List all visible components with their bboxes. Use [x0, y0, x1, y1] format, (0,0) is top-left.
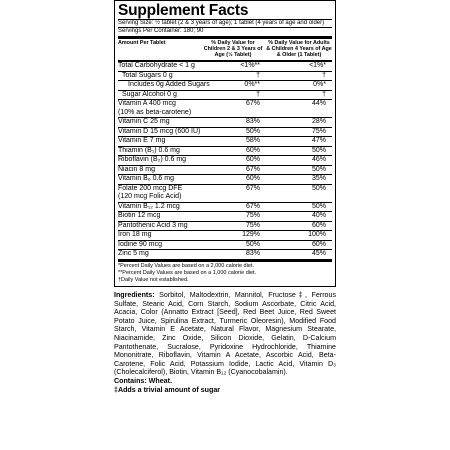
dv-children-value: † [256, 90, 260, 98]
nutrient-row [118, 230, 332, 240]
nutrient-label: Includes 0g Added Sugars [128, 81, 210, 88]
dv-adults-value: 50% [311, 165, 326, 173]
dv-adults-value: 45% [311, 250, 326, 257]
amount-header: Amount Per Tablet [118, 40, 166, 46]
nutrient-row [118, 90, 332, 100]
nutrient-row [118, 80, 332, 90]
nutrient-name [118, 72, 232, 81]
serving-size: Serving Size: ½ tablet (2 & 3 years of age); 1 tablet (4 years of age and older) [118, 19, 332, 27]
nutrient-label: Folate 200 mcg DFE [118, 184, 183, 192]
nutrient-row [118, 221, 332, 231]
dv-children-value: 129% [242, 231, 260, 238]
nutrient-sublabel: (10% as beta-carotene) [118, 108, 192, 116]
nutrient-row [118, 211, 332, 221]
dv-adults-value: † [322, 90, 326, 98]
nutrient-row [118, 146, 332, 156]
dv-children-value: 67% [245, 184, 260, 192]
panel-title: Supplement Facts [118, 2, 249, 19]
footnote: †Daily Value not established. [118, 276, 189, 283]
dv-children-value: 50% [245, 240, 260, 248]
dv-adults-value: 75% [311, 127, 326, 135]
nutrient-label: Total Carbohydrate < 1 g [118, 62, 195, 69]
dv-adults-value: 46% [311, 156, 326, 163]
dv-adults-value: 0%* [313, 81, 326, 88]
nutrient-label: Vitamin D 15 mcg (600 IU) [118, 127, 201, 135]
nutrient-name [118, 222, 232, 231]
sugar-note: ‡Adds a trivial amount of sugar [114, 385, 221, 394]
nutrient-name [118, 212, 232, 221]
servings-per-container: Servings Per Container: 180; 90 [118, 27, 332, 35]
nutrient-row [118, 240, 332, 250]
nutrient-name [118, 250, 232, 259]
nutrient-name [118, 166, 232, 175]
nutrient-label: Thiamin (B₁) 0.6 mg [118, 146, 180, 154]
dv-adults-value: 28% [311, 118, 326, 125]
dv-children-value: 58% [245, 137, 260, 144]
footnotes [118, 259, 332, 287]
nutrient-row [118, 165, 332, 175]
footnote: **Percent Daily Values are based on a 1,000 calorie diet. [118, 269, 257, 276]
dv-children-value: 67% [245, 100, 260, 107]
dv-adults-value: 35% [311, 175, 326, 182]
ingredients-block [114, 291, 336, 394]
dv-adults-value: 44% [311, 100, 326, 107]
nutrient-row [118, 99, 332, 117]
dv-children-value: <1%** [240, 62, 260, 69]
dv-children-value: 75% [245, 221, 260, 229]
nutrient-label: Biotin 12 mcg [118, 212, 161, 219]
dv-adults-value: 50% [311, 146, 326, 154]
nutrient-row [118, 127, 332, 137]
dv-children-value: 83% [245, 118, 260, 125]
nutrient-label: Pantothenic Acid 3 mg [118, 221, 188, 229]
nutrient-label: Vitamin E 7 mg [118, 137, 166, 144]
dv-adults-value: <1%* [309, 62, 326, 69]
nutrient-label: Iodine 90 mcg [118, 240, 162, 248]
dv-children-value: 0%** [244, 81, 260, 88]
nutrient-label: Total Sugars 0 g [122, 71, 173, 79]
nutrient-name [118, 81, 232, 90]
nutrient-name [118, 185, 232, 202]
ingredients-text: Sorbitol, Maltodextrin, Mannitol, Fructose‡, Ferrous Sulfate, Stearic Acid, Corn Starch, Sodium Ascorbate, Citric Acid, Acacia, Color (Annatto Extract [Seed], Red Beet Juice, Red Sweet Potato Juice, Spirulina Extract, Turmeric Oleoresin), Modified Food Starch, Vitamin E Acetate, Natural Flavor, Magnesium Stearate, Niacinamide, Zinc Oxide, Silicon Dioxide, Gelatin, D-Calcium Pantothenate, Sucralose, Pyridoxine Hydrochloride, Thiamine Mononitrate, Riboflavin, Vitamin A Acetate, Ascorbic Acid, Beta-Carotene, Folic Acid, Potassium Iodide, Lactic Acid, Vitamin D₃ (Cholecalciferol), Biotin, Vitamin B₁₂ (Cyanocobalamin). [114, 291, 336, 377]
dv-children-value: 60% [245, 146, 260, 154]
dv-children-value: 50% [245, 127, 260, 135]
nutrient-rows [118, 60, 332, 259]
dv-children-value: 67% [245, 202, 260, 210]
dv-adults-value: 50% [311, 184, 326, 192]
nutrient-row [118, 71, 332, 81]
nutrient-label: Riboflavin (B₂) 0.6 mg [118, 156, 187, 163]
nutrient-label: Zinc 5 mg [118, 250, 149, 257]
dv-adults-value: 47% [311, 137, 326, 144]
nutrient-row [118, 60, 332, 71]
dv-children-value: 60% [245, 156, 260, 163]
nutrient-label: Sugar Alcohol 0 g [122, 90, 177, 98]
nutrient-row [118, 202, 332, 212]
nutrient-name [118, 156, 232, 165]
nutrient-sublabel: (120 mcg Folic Acid) [118, 193, 182, 200]
nutrient-name [118, 147, 232, 156]
nutrient-name [118, 137, 232, 146]
dv-adults-value: 60% [311, 240, 326, 248]
dv-children-value: 67% [245, 165, 260, 173]
nutrient-name [118, 91, 232, 100]
nutrient-row [118, 249, 332, 259]
nutrient-label: Vitamin B₁₂ 1.2 mcg [118, 202, 180, 210]
ingredients-label: Ingredients: [114, 291, 155, 300]
dv-adults-value: 50% [311, 202, 326, 210]
dv-adults-value: † [322, 71, 326, 79]
footnote: *Percent Daily Values are based on a 2,000 calorie diet. [118, 262, 254, 269]
dv-adults-value: 40% [311, 212, 326, 219]
nutrient-row [118, 174, 332, 184]
nutrient-name [118, 241, 232, 250]
dv-adults-value: 60% [311, 221, 326, 229]
dv-children-value: 83% [245, 250, 260, 257]
nutrient-row [118, 155, 332, 165]
nutrient-label: Vitamin C 25 mg [118, 118, 170, 125]
dv-children-header: % Daily Value for Children 2 & 3 Years of Age (½ Tablet) [203, 40, 263, 58]
nutrient-name [118, 128, 232, 137]
nutrient-label: Vitamin A 400 mcg [118, 100, 176, 107]
dv-children-value: 60% [245, 175, 260, 182]
nutrient-row [118, 184, 332, 202]
nutrient-name [118, 62, 232, 71]
nutrient-label: Vitamin B₆ 0.6 mg [118, 175, 174, 182]
dv-children-value: † [256, 71, 260, 79]
nutrient-row [118, 117, 332, 127]
supplement-facts-panel [114, 0, 336, 450]
nutrient-row [118, 136, 332, 146]
column-header [118, 39, 332, 60]
dv-adults-header: % Daily Value for Adults & Children 4 Years of Age & Older (1 Tablet) [266, 40, 332, 58]
nutrient-name [118, 231, 232, 240]
dv-adults-value: 100% [308, 231, 326, 238]
nutrient-name [118, 100, 232, 117]
dv-children-value: 75% [245, 212, 260, 219]
facts-box [114, 0, 336, 287]
nutrient-name [118, 203, 232, 212]
nutrient-label: Niacin 8 mg [118, 165, 155, 173]
nutrient-label: Iron 18 mg [118, 231, 152, 238]
contains-line: Contains: Wheat. [114, 377, 172, 386]
nutrient-name [118, 118, 232, 127]
nutrient-name [118, 175, 232, 184]
